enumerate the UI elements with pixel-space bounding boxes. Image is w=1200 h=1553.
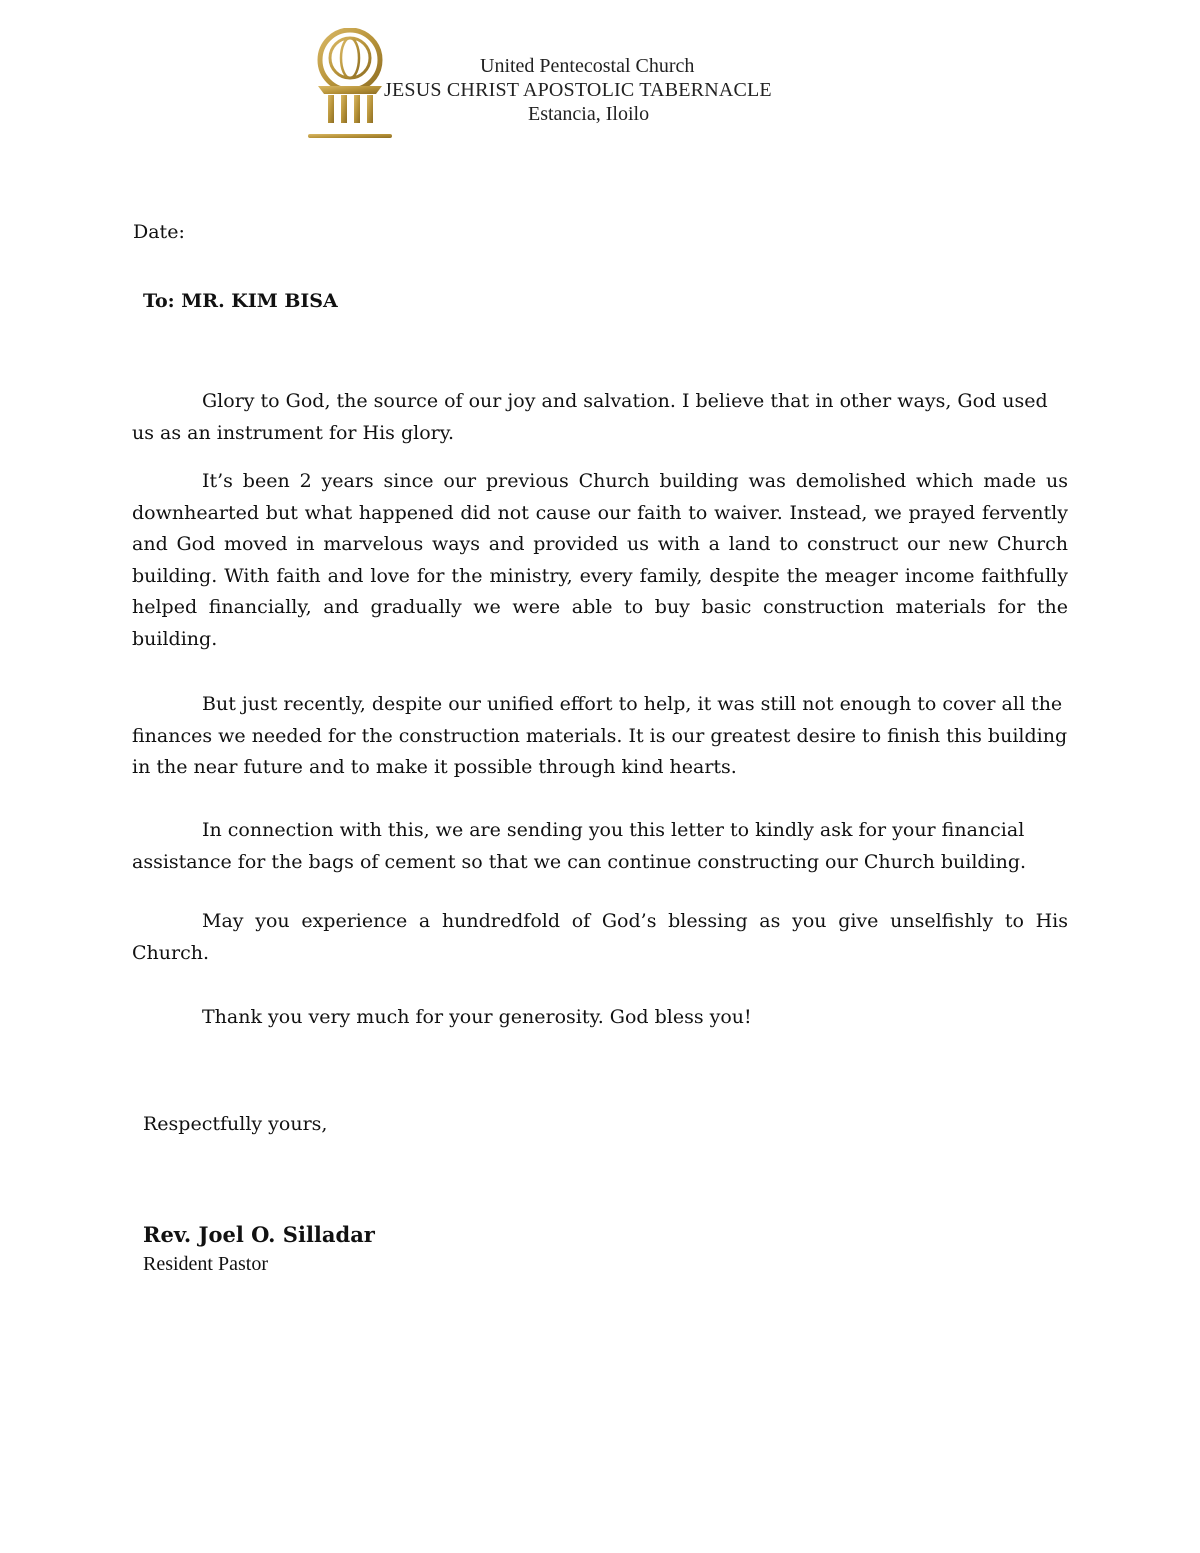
church-location: Estancia, Iloilo	[528, 103, 650, 125]
signatory-name: Rev. Joel O. Silladar	[143, 1222, 375, 1247]
tabernacle-name: JESUS CHRIST APOSTOLIC TABERNACLE	[384, 79, 772, 101]
letterhead	[380, 54, 810, 126]
paragraph-1: Glory to God, the source of our joy and salvation. I believe that in other ways, God used us as an instrument for His glory.	[132, 390, 1048, 444]
paragraph-4: In connection with this, we are sending you this letter to kindly ask for your financial assistance for the bags of cement so that we can continue constructing our Church building.	[132, 819, 1027, 873]
church-name: United Pentecostal Church	[480, 55, 695, 77]
closing-salutation: Respectfully yours,	[143, 1113, 328, 1135]
paragraph-2: It’s been 2 years since our previous Church building was demolished which made us downhearted but what happened did not cause our faith to waiver. Instead, we prayed fervently and God moved in marvelous ways and provided us with a land to construct our new Church building. With faith and love for the ministry, every family, despite the meager income faithfully helped financially, and gradually we were able to buy basic construction materials for the building.	[132, 470, 1068, 650]
signatory-title: Resident Pastor	[143, 1253, 268, 1275]
date-label: Date:	[133, 221, 185, 243]
paragraph-3: But just recently, despite our unified effort to help, it was still not enough to cover all the finances we needed for the construction materials. It is our greatest desire to finish this building in the near future and to make it possible through kind hearts.	[132, 693, 1068, 778]
paragraph-5: May you experience a hundredfold of God’s blessing as you give unselfishly to His Church.	[132, 910, 1068, 964]
recipient-line: To: MR. KIM BISA	[143, 290, 338, 312]
paragraph-6: Thank you very much for your generosity. God bless you!	[202, 1006, 752, 1028]
